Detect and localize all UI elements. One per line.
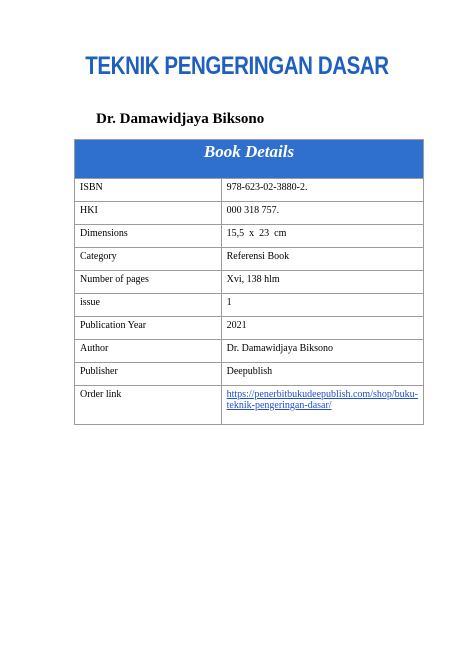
row-value-dimensions: 15,5 x 23 cm	[221, 225, 423, 248]
table-row	[75, 202, 424, 225]
table-header-row	[75, 140, 424, 179]
row-label-pages: Number of pages	[75, 271, 222, 294]
order-link-line-1: https://penerbitbukudeepublish.com/shop/buku-	[226, 389, 418, 400]
order-link[interactable]	[227, 389, 418, 411]
row-value-author: Dr. Damawidjaya Biksono	[221, 340, 423, 363]
table-row	[75, 317, 424, 340]
row-value-pages: Xvi, 138 hlm	[221, 271, 423, 294]
row-label-issue: issue	[75, 294, 222, 317]
row-label-order-link: Order link	[75, 386, 222, 425]
row-value-publication-year: 2021	[221, 317, 423, 340]
table-row	[75, 179, 424, 202]
row-value-hki: 000 318 757.	[221, 202, 423, 225]
row-label-isbn: ISBN	[75, 179, 222, 202]
row-value-order-link	[221, 386, 423, 425]
row-value-isbn: 978-623-02-3880-2.	[221, 179, 423, 202]
table-header: Book Details	[75, 140, 424, 179]
document-title: TEKNIK PENGERINGAN DASAR	[85, 52, 389, 80]
document-author: Dr. Damawidjaya Biksono	[96, 111, 265, 127]
row-label-dimensions: Dimensions	[75, 225, 222, 248]
table-row	[75, 271, 424, 294]
table-row	[75, 363, 424, 386]
row-value-category: Referensi Book	[221, 248, 423, 271]
table-row	[75, 386, 424, 425]
table-row	[75, 294, 424, 317]
table-row	[75, 340, 424, 363]
table-row	[75, 225, 424, 248]
book-details-table	[74, 139, 424, 425]
row-value-issue: 1	[221, 294, 423, 317]
row-label-publication-year: Publication Year	[75, 317, 222, 340]
row-label-hki: HKI	[75, 202, 222, 225]
table-row	[75, 248, 424, 271]
row-label-author: Author	[75, 340, 222, 363]
row-value-publisher: Deepublish	[221, 363, 423, 386]
row-label-category: Category	[75, 248, 222, 271]
order-link-line-2: teknik-pengeringan-dasar/	[226, 400, 332, 411]
row-label-publisher: Publisher	[75, 363, 222, 386]
